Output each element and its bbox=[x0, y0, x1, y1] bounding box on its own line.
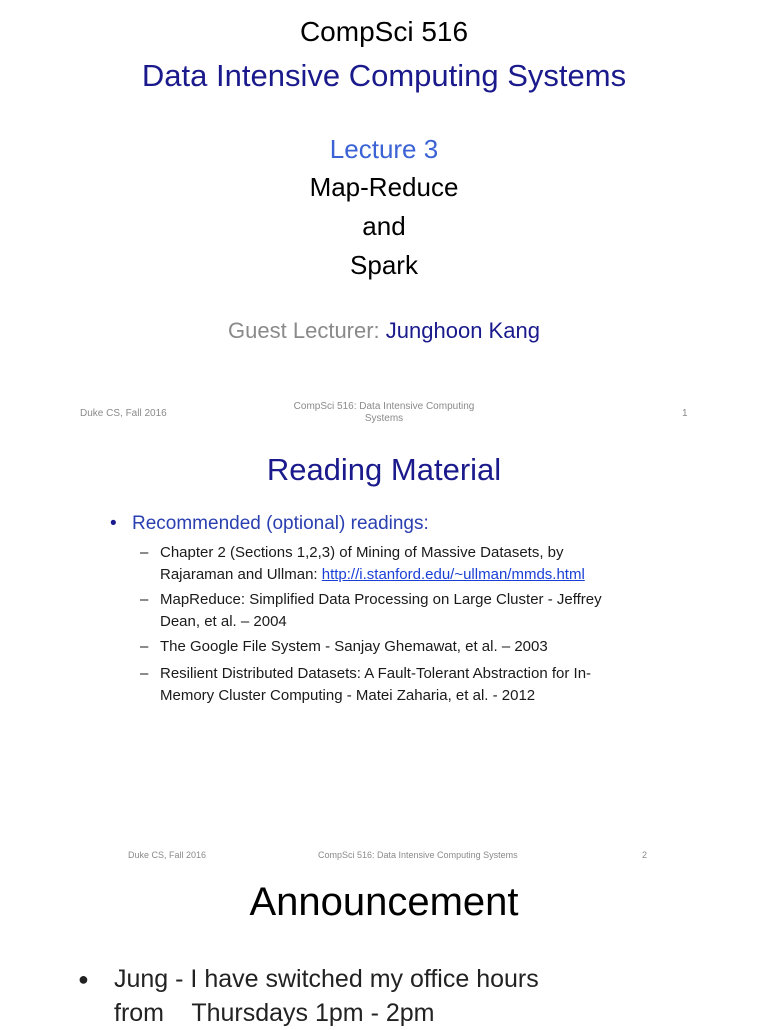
announcement-line-2: from Thursdays 1pm - 2pm bbox=[114, 999, 435, 1027]
lecture-topic-line-1: Map-Reduce bbox=[309, 172, 459, 202]
announcement-title: Announcement bbox=[249, 880, 519, 924]
bullet-dot-icon: ● bbox=[78, 969, 89, 989]
slide-2-page-number: 2 bbox=[642, 850, 648, 860]
lecture-topic-line-2: and bbox=[362, 211, 406, 241]
announcement-line-1: Jung - I have switched my office hours bbox=[114, 965, 539, 993]
dash-icon: – bbox=[140, 544, 149, 561]
reading-item-line: Chapter 2 (Sections 1,2,3) of Mining of Massive Datasets, by bbox=[160, 544, 564, 561]
reading-item bbox=[140, 636, 660, 658]
bullet-dot-icon: • bbox=[110, 513, 117, 534]
announcement-item bbox=[78, 962, 718, 1030]
slide-2-footer-center: CompSci 516: Data Intensive Computing Systems bbox=[318, 850, 518, 860]
dash-icon: – bbox=[140, 638, 149, 655]
reading-material-title: Reading Material bbox=[266, 452, 502, 487]
reading-item bbox=[140, 663, 660, 707]
guest-lecturer-name: Junghoon Kang bbox=[385, 318, 540, 343]
readings-bullet bbox=[110, 513, 429, 535]
lecture-topic-line-3: Spark bbox=[350, 250, 418, 280]
reading-item-line: The Google File System - Sanjay Ghemawat, et al. – 2003 bbox=[160, 638, 548, 655]
lecture-number: Lecture 3 bbox=[329, 134, 439, 164]
reading-item-line: Memory Cluster Computing - Matei Zaharia, et al. - 2012 bbox=[160, 687, 536, 704]
guest-lecturer-label: Guest Lecturer: bbox=[228, 318, 386, 343]
reading-item-line: MapReduce: Simplified Data Processing on Large Cluster - Jeffrey bbox=[160, 591, 602, 608]
dash-icon: – bbox=[140, 665, 149, 682]
mmds-link[interactable]: http://i.stanford.edu/~ullman/mmds.html bbox=[321, 566, 585, 583]
slide-2-footer-left: Duke CS, Fall 2016 bbox=[128, 850, 207, 860]
reading-item-line: Rajaraman and Ullman: bbox=[160, 566, 322, 583]
course-code: CompSci 516 bbox=[299, 16, 469, 47]
slide-1-page-number: 1 bbox=[682, 408, 688, 419]
course-title: Data Intensive Computing Systems bbox=[141, 58, 627, 93]
reading-item-line: Dean, et al. – 2004 bbox=[160, 613, 287, 630]
slide-1-footer-center: CompSci 516: Data Intensive Computing Systems bbox=[293, 401, 475, 424]
guest-lecturer bbox=[0, 318, 768, 344]
reading-item bbox=[140, 542, 660, 586]
reading-item-line: Resilient Distributed Datasets: A Fault-Tolerant Abstraction for In- bbox=[160, 665, 592, 682]
readings-bullet-label: Recommended (optional) readings: bbox=[132, 513, 429, 534]
dash-icon: – bbox=[140, 591, 149, 608]
reading-item bbox=[140, 589, 660, 633]
slide-1-footer-left: Duke CS, Fall 2016 bbox=[80, 408, 167, 419]
